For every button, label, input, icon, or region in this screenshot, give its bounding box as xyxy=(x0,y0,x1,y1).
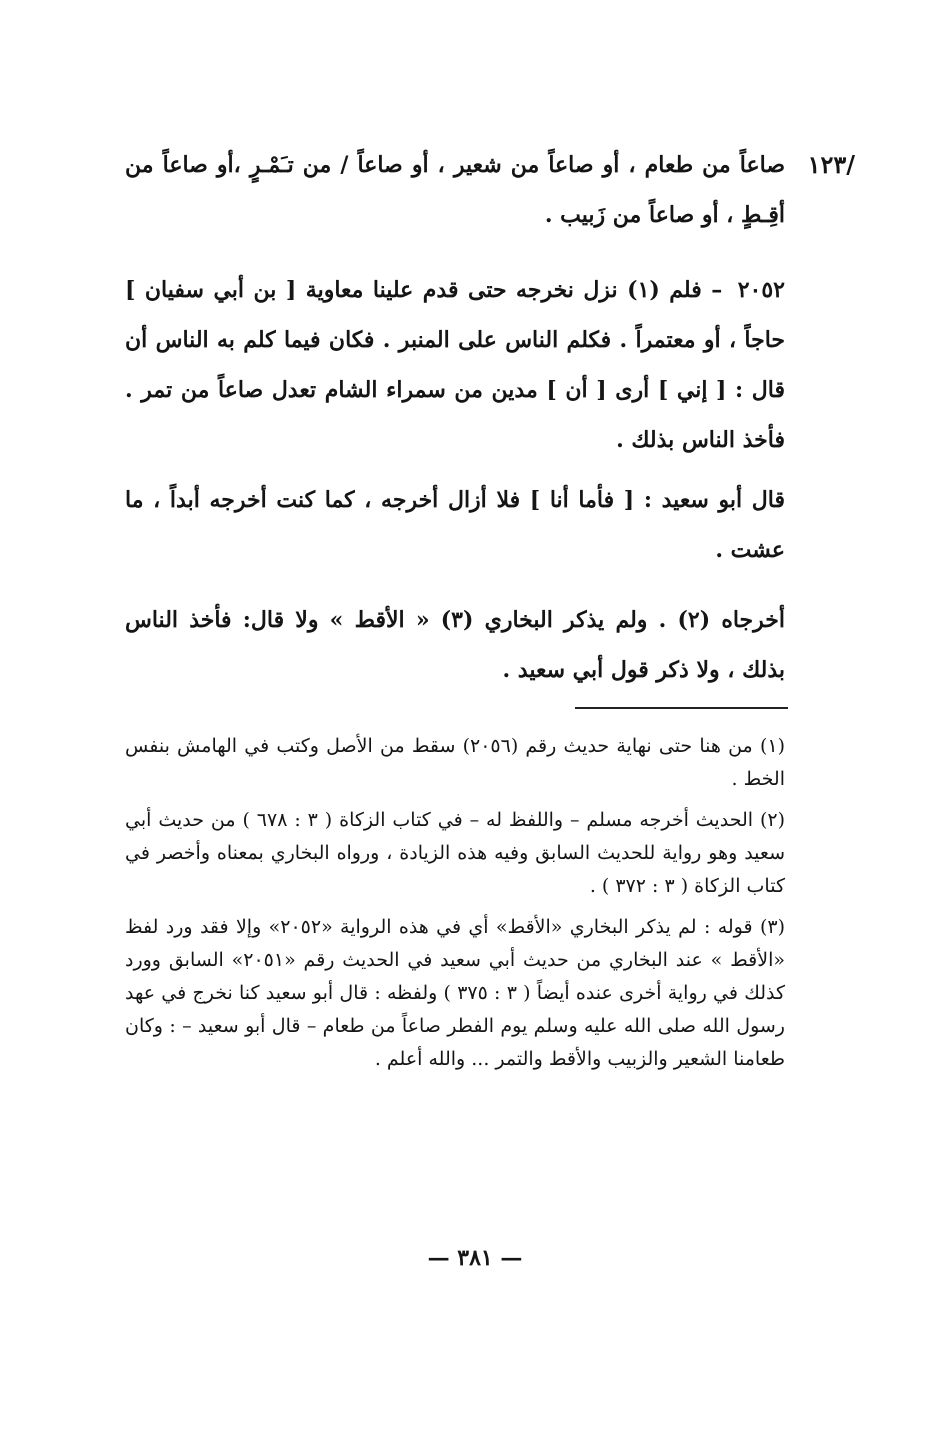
paragraph-text: صاعاً من طعام ، أو صاعاً من شعير ، أو صاعاً / من تـَمْـرٍ ،أو صاعاً من أقِـطٍ ، أو صاعاً من زَبيب . xyxy=(125,152,785,228)
paragraph-text: – فلم (١) نزل نخرجه حتى قدم علينا معاوية [ بن أبي سفيان ] حاجاً ، أو معتمراً . فكلم الناس على المنبر . فكان فيما كلم به الناس أن قال : [ إني ] أرى [ أن ] مدين من سمراء الشام تعدل صاعاً من تمر . فأخذ الناس بذلك . xyxy=(125,277,785,453)
footnote-text: قوله : لم يذكر البخاري «الأقط» أي في هذه الرواية «٢٠٥٢» وإلا فقد ورد لفظ «الأقط » عند البخاري من حديث أبي سعيد في الحديث رقم «٢٠٥١» السابق وورد كذلك في رواية أخرى عنده أيضاً ( ٣ : ٣٧٥ ) ولفظه : قال أبو سعيد كنا نخرج في عهد رسول الله صلى الله عليه وسلم يوم الفطر صاعاً من طعام – قال أبو سعيد – : وكان طعامنا الشعير والزبيب والأقط والتمر ... والله أعلم . xyxy=(125,916,786,1070)
hadith-2052-paragraph xyxy=(125,265,785,465)
paragraph-opening xyxy=(125,140,785,240)
hadith-number: ٢٠٥٢ xyxy=(737,277,785,303)
paragraph-text: قال أبو سعيد : [ فأما أنا ] فلا أزال أخرجه ، كما كنت أخرجه أبداً ، ما عشت . xyxy=(125,487,785,563)
footnote-marker: (١) xyxy=(759,735,785,757)
footnote-text: من هنا حتى نهاية حديث رقم (٢٠٥٦) سقط من الأصل وكتب في الهامش بنفس الخط . xyxy=(125,735,785,790)
footnote-marker: (٢) xyxy=(759,809,786,831)
footnotes-section xyxy=(125,730,785,1084)
footnote-separator-line xyxy=(575,707,788,709)
paragraph-text: أخرجاه (٢) . ولم يذكر البخاري (٣) « الأقط » ولا قال: فأخذ الناس بذلك ، ولا ذكر قول أبي سعيد . xyxy=(125,607,785,683)
abu-said-paragraph xyxy=(125,475,785,575)
takhrij-paragraph xyxy=(125,595,785,695)
page-number: — ٣٨١ — xyxy=(427,1245,523,1271)
footnote-1 xyxy=(125,730,785,796)
footnote-marker: (٣) xyxy=(759,916,785,938)
footnote-2 xyxy=(125,804,785,903)
margin-folio-reference: /١٢٣ xyxy=(807,150,855,179)
footnote-3 xyxy=(125,911,785,1076)
footnote-text: الحديث أخرجه مسلم – واللفظ له – في كتاب الزكاة ( ٣ : ٦٧٨ ) من حديث أبي سعيد وهو رواية للحديث السابق وفيه هذه الزيادة ، ورواه البخاري بمعناه وأخصر في كتاب الزكاة ( ٣ : ٣٧٢ ) . xyxy=(125,809,785,897)
